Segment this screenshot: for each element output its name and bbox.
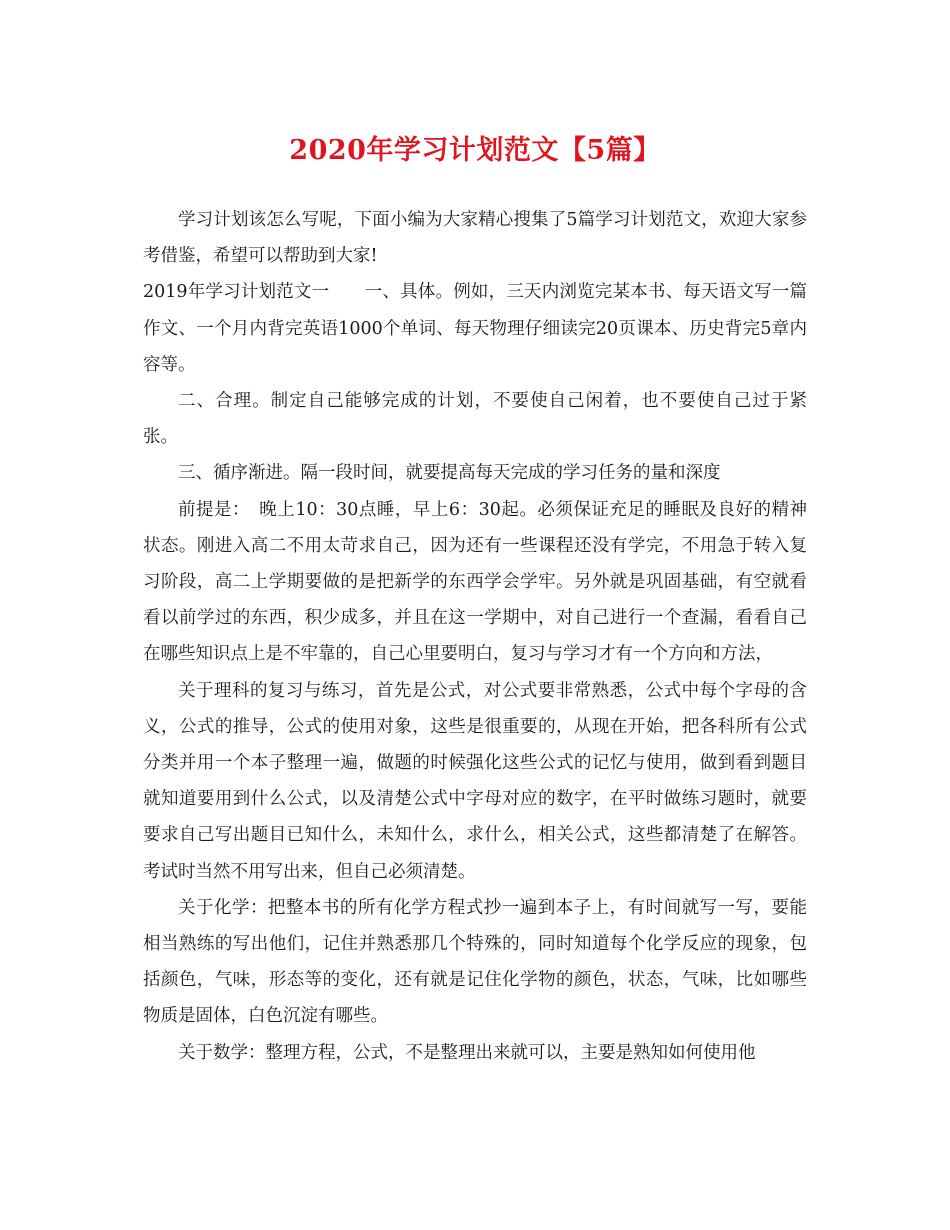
paragraph-reasonable: 二、合理。制定自己能够完成的计划，不要使自己闲着，也不要使自己过于紧张。 [143, 391, 807, 448]
document-title: 2020年学习计划范文【5篇】 [289, 135, 661, 166]
paragraph-gradual: 三、循序渐进。隔一段时间，就要提高每天完成的学习任务的量和深度 [178, 463, 721, 484]
paragraph-chemistry: 关于化学：把整本书的所有化学方程式抄一遍到本子上，有时间就写一写，要能相当熟练的写出他们，记住并熟悉那几个特殊的，同时知道每个化学反应的现象，包括颜色，气味，形态等的变化，还有就是记住化学物的颜色，状态，气味，比如哪些物质是固体，白色沉淀有哪些。 [143, 897, 807, 1027]
paragraph-math: 关于数学：整理方程，公式，不是整理出来就可以，主要是熟知如何使用他 [178, 1042, 756, 1063]
document-body [143, 202, 807, 1071]
paragraph-science: 关于理科的复习与练习，首先是公式，对公式要非常熟悉，公式中每个字母的含义，公式的推导，公式的使用对象，这些是很重要的，从现在开始，把各科所有公式分类并用一个本子整理一遍，做题的时候强化这些公式的记忆与使用，做到看到题目就知道要用到什么公式，以及清楚公式中字母对应的数字，在平时做练习题时，就要要求自己写出题目已知什么，未知什么，求什么，相关公式，这些都清楚了在解答。考试时当然不用写出来，但自己必须清楚。 [143, 680, 807, 882]
paragraph-intro: 学习计划该怎么写呢，下面小编为大家精心搜集了5篇学习计划范文，欢迎大家参考借鉴，希望可以帮助到大家! [143, 210, 807, 267]
paragraph-specific: 2019年学习计划范文一 一、具体。例如，三天内浏览完某本书、每天语文写一篇作文、一个月内背完英语1000个单词、每天物理仔细读完20页课本、历史背完5章内容等。 [143, 282, 807, 375]
paragraph-premise: 前提是： 晚上10：30点睡，早上6：30起。必须保证充足的睡眠及良好的精神状态。刚进入高二不用太苛求自己，因为还有一些课程还没有学完，不用急于转入复习阶段，高二上学期要做的是把新学的东西学会学牢。另外就是巩固基础，有空就看看以前学过的东西，积少成多，并且在这一学期中，对自己进行一个查漏，看看自己在哪些知识点上是不牢靠的，自己心里要明白，复习与学习才有一个方向和方法， [143, 499, 807, 665]
